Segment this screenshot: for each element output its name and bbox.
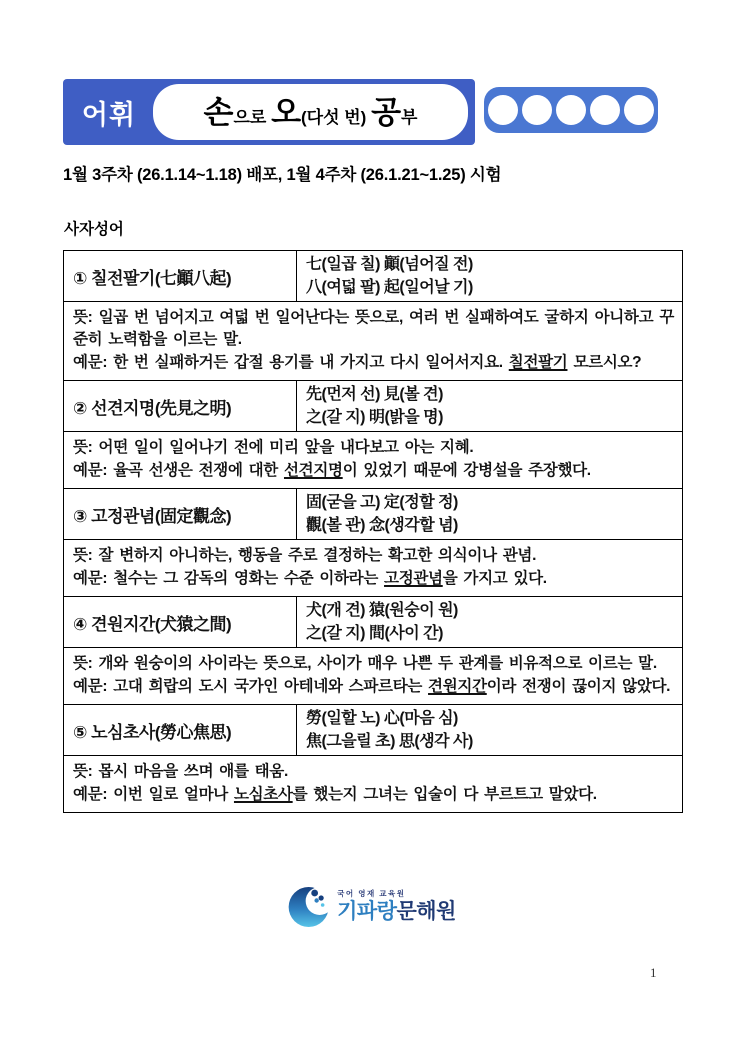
- example-prefix: 예문: 철수는 그 감독의 영화는 수준 이하라는: [73, 570, 385, 587]
- study-circle: [556, 95, 586, 125]
- idiom-desc-cell: [64, 540, 683, 597]
- idiom-example: [73, 352, 674, 374]
- idiom-name: 고정관념(固定觀念): [91, 506, 232, 526]
- hanja-line-1: 七(일곱 칠) 顚(넘어질 전): [306, 256, 473, 273]
- hanja-line-2: 觀(볼 관) 念(생각할 념): [306, 517, 458, 534]
- idiom-hanja-cell: [297, 597, 683, 648]
- idiom-desc-cell: [64, 432, 683, 489]
- header-title-part: (다섯 번): [301, 107, 372, 127]
- hanja-line-1: 犬(개 견) 猿(원숭이 원): [306, 602, 458, 619]
- idiom-desc-row: [64, 432, 683, 489]
- wave-logo-icon: [287, 884, 331, 928]
- page-number: 1: [650, 965, 657, 980]
- idiom-meaning: 뜻: 몹시 마음을 쓰며 애를 태움.: [73, 763, 288, 780]
- idiom-desc-cell: [64, 648, 683, 705]
- idiom-desc-row: [64, 302, 683, 381]
- idiom-hanja-cell: [297, 381, 683, 432]
- hanja-line-1: 先(먼저 선) 見(볼 견): [306, 386, 443, 403]
- idiom-number: ②: [73, 398, 87, 418]
- logo-name-dark: 문해원: [396, 900, 456, 924]
- study-circle: [522, 95, 552, 125]
- idiom-hanja-cell: [297, 251, 683, 302]
- idiom-number: ①: [73, 268, 87, 288]
- idiom-desc-row: [64, 648, 683, 705]
- idiom-name-row: [64, 381, 683, 432]
- idiom-name-cell: [64, 489, 297, 540]
- idiom-example: [73, 784, 674, 806]
- idiom-hanja-cell: [297, 489, 683, 540]
- idiom-hanja-cell: [297, 705, 683, 756]
- example-prefix: 예문: 이번 일로 얼마나: [73, 786, 234, 803]
- idiom-number: ⑤: [73, 722, 87, 742]
- idiom-desc-row: [64, 540, 683, 597]
- header-title-part: 공: [371, 94, 402, 130]
- idiom-meaning: 뜻: 개와 원숭이의 사이라는 뜻으로, 사이가 매우 나쁜 두 관계를 비유적으로 이르는 말.: [73, 655, 657, 672]
- hanja-line-2: 之(갈 지) 間(사이 간): [306, 625, 443, 642]
- hanja-line-2: 之(갈 지) 明(밝을 명): [306, 409, 443, 426]
- hanja-line-2: 八(여덟 팔) 起(일어날 기): [306, 279, 473, 296]
- idiom-example: [73, 676, 674, 698]
- study-circle: [488, 95, 518, 125]
- example-prefix: 예문: 율곡 선생은 전쟁에 대한: [73, 462, 284, 479]
- logo-name: [337, 900, 456, 923]
- idiom-example: [73, 568, 674, 590]
- example-suffix: 를 했는지 그녀는 입술이 다 부르트고 말았다.: [292, 786, 597, 803]
- idiom-desc-cell: [64, 302, 683, 381]
- idiom-name-cell: [64, 705, 297, 756]
- idiom-number: ③: [73, 506, 87, 526]
- study-circle: [624, 95, 654, 125]
- example-keyword: 칠전팔기: [508, 354, 568, 371]
- header-title-part: 으로: [233, 107, 272, 127]
- category-label: 어휘: [81, 99, 137, 130]
- example-prefix: 예문: 고대 희랍의 도시 국가인 아테네와 스파르타는: [73, 678, 429, 695]
- idiom-name-cell: [64, 597, 297, 648]
- idiom-name-row: [64, 705, 683, 756]
- idiom-example: [73, 460, 674, 482]
- section-title: 사자성어: [64, 221, 124, 238]
- idiom-desc-cell: [64, 756, 683, 813]
- header-title-part: 오: [271, 94, 302, 130]
- study-circle: [590, 95, 620, 125]
- logo-tagline: 국어 영재 교육원: [337, 889, 406, 899]
- logo-text: [337, 888, 456, 923]
- idiom-meaning: 뜻: 잘 변하지 아니하는, 행동을 주로 결정하는 확고한 의식이나 관념.: [73, 547, 537, 564]
- publisher-logo: [287, 884, 456, 928]
- vocab-header-box: [63, 79, 475, 145]
- idiom-name: 견원지간(犬猿之間): [91, 614, 232, 634]
- idiom-name-cell: [64, 251, 297, 302]
- idiom-name-row: [64, 597, 683, 648]
- header: [63, 79, 680, 145]
- title-oval: [153, 84, 468, 140]
- idiom-name-cell: [64, 381, 297, 432]
- idiom-name: 선견지명(先見之明): [91, 398, 232, 418]
- example-suffix: 을 가지고 있다.: [442, 570, 547, 587]
- example-keyword: 선견지명: [283, 462, 343, 479]
- example-suffix: 이라 전쟁이 끊이지 않았다.: [486, 678, 671, 695]
- example-prefix: 예문: 한 번 실패하거든 갑절 용기를 내 가지고 다시 일어서지요.: [73, 354, 509, 371]
- hanja-line-1: 勞(일할 노) 心(마음 심): [306, 710, 458, 727]
- idiom-desc-row: [64, 756, 683, 813]
- header-title: [203, 94, 418, 130]
- header-title-part: 부: [401, 107, 418, 127]
- example-keyword: 노심초사: [233, 786, 293, 803]
- example-keyword: 고정관념: [384, 570, 443, 587]
- idiom-table: [63, 250, 683, 813]
- hanja-line-1: 固(굳을 고) 定(정할 정): [306, 494, 458, 511]
- idiom-meaning: 뜻: 일곱 번 넘어지고 여덟 번 일어난다는 뜻으로, 여러 번 실패하여도 굴하지 아니하고 꾸준히 노력함을 이르는 말.: [73, 309, 674, 348]
- example-suffix: 모르시오?: [567, 354, 642, 371]
- idiom-name: 노심초사(勞心焦思): [91, 722, 232, 742]
- idiom-name-row: [64, 251, 683, 302]
- example-keyword: 견원지간: [428, 678, 487, 695]
- study-count-badge: [484, 87, 658, 133]
- header-title-part: 손: [203, 94, 234, 130]
- schedule-line: 1월 3주차 (26.1.14~1.18) 배포, 1월 4주차 (26.1.21~1.25) 시험: [63, 166, 502, 184]
- example-suffix: 이 있었기 때문에 강병설을 주장했다.: [342, 462, 591, 479]
- hanja-line-2: 焦(그을릴 초) 思(생각 사): [306, 733, 473, 750]
- idiom-name-row: [64, 489, 683, 540]
- idiom-name: 칠전팔기(七顚八起): [91, 268, 232, 288]
- idiom-number: ④: [73, 614, 87, 634]
- logo-name-blue: 기파랑: [337, 900, 397, 924]
- idiom-meaning: 뜻: 어떤 일이 일어나기 전에 미리 앞을 내다보고 아는 지혜.: [73, 439, 474, 456]
